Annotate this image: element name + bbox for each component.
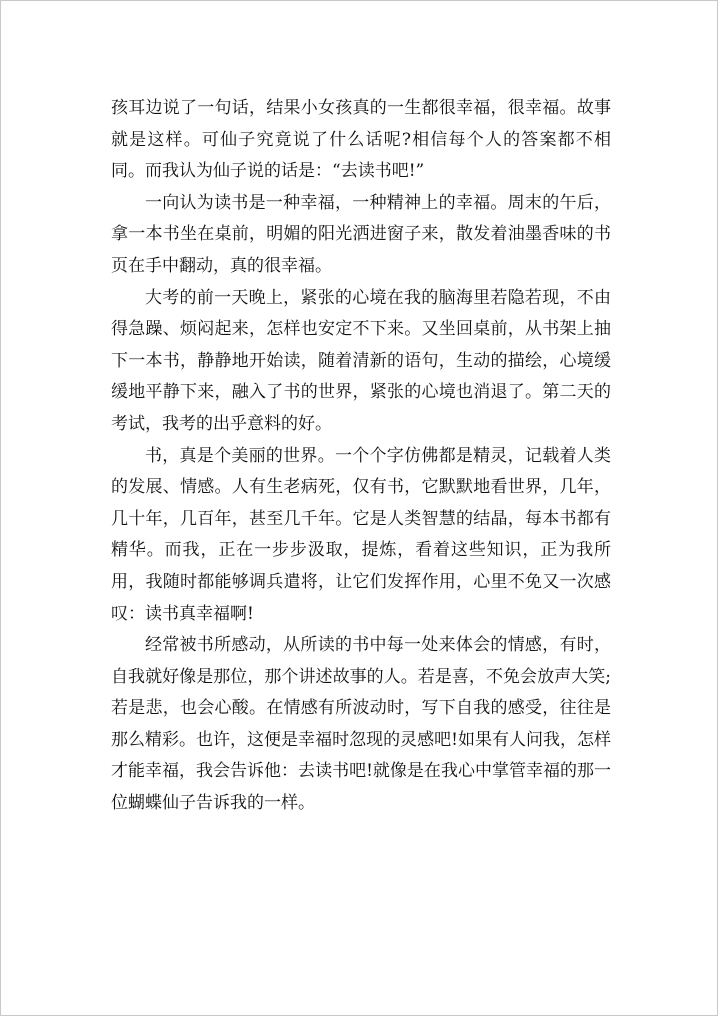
paragraph-1: 孩耳边说了一句话，结果小女孩真的一生都很幸福，很幸福。故事就是这样。可仙子究竟说了什么话呢?相信每个人的答案都不相同。而我认为仙子说的话是：“去读书吧!” [111,98,611,182]
paragraph-3: 大考的前一天晚上，紧张的心境在我的脑海里若隐若现，不由得急躁、烦闷起来，怎样也安定不下来。又坐回桌前，从书架上抽下一本书，静静地开始读，随着清新的语句，生动的描绘，心境缓缓地平静下来，融入了书的世界，紧张的心境也消退了。第二天的考试，我考的出乎意料的好。 [111,287,611,434]
paragraph-4: 书，真是个美丽的世界。一个个字仿佛都是精灵，记载着人类的发展、情感。人有生老病死，仅有书，它默默地看世界，几年，几十年，几百年，甚至几千年。它是人类智慧的结晶，每本书都有精华。而我，正在一步步汲取，提炼，看着这些知识，正为我所用，我随时都能够调兵遣将，让它们发挥作用，心里不免又一次感叹：读书真幸福啊! [111,445,611,624]
paragraph-2: 一向认为读书是一种幸福，一种精神上的幸福。周末的午后，拿一本书坐在桌前，明媚的阳光洒进窗子来，散发着油墨香味的书页在手中翻动，真的很幸福。 [111,192,611,276]
paragraph-5: 经常被书所感动，从所读的书中每一处来体会的情感，有时，自我就好像是那位，那个讲述故事的人。若是喜，不免会放声大笑;若是悲，也会心酸。在情感有所波动时，写下自我的感受，往往是那么精彩。也许，这便是幸福时忽现的灵感吧!如果有人问我，怎样才能幸福，我会告诉他：去读书吧!就像是在我心中掌管幸福的那一位蝴蝶仙子告诉我的一样。 [111,635,611,814]
document-body [111,93,611,820]
